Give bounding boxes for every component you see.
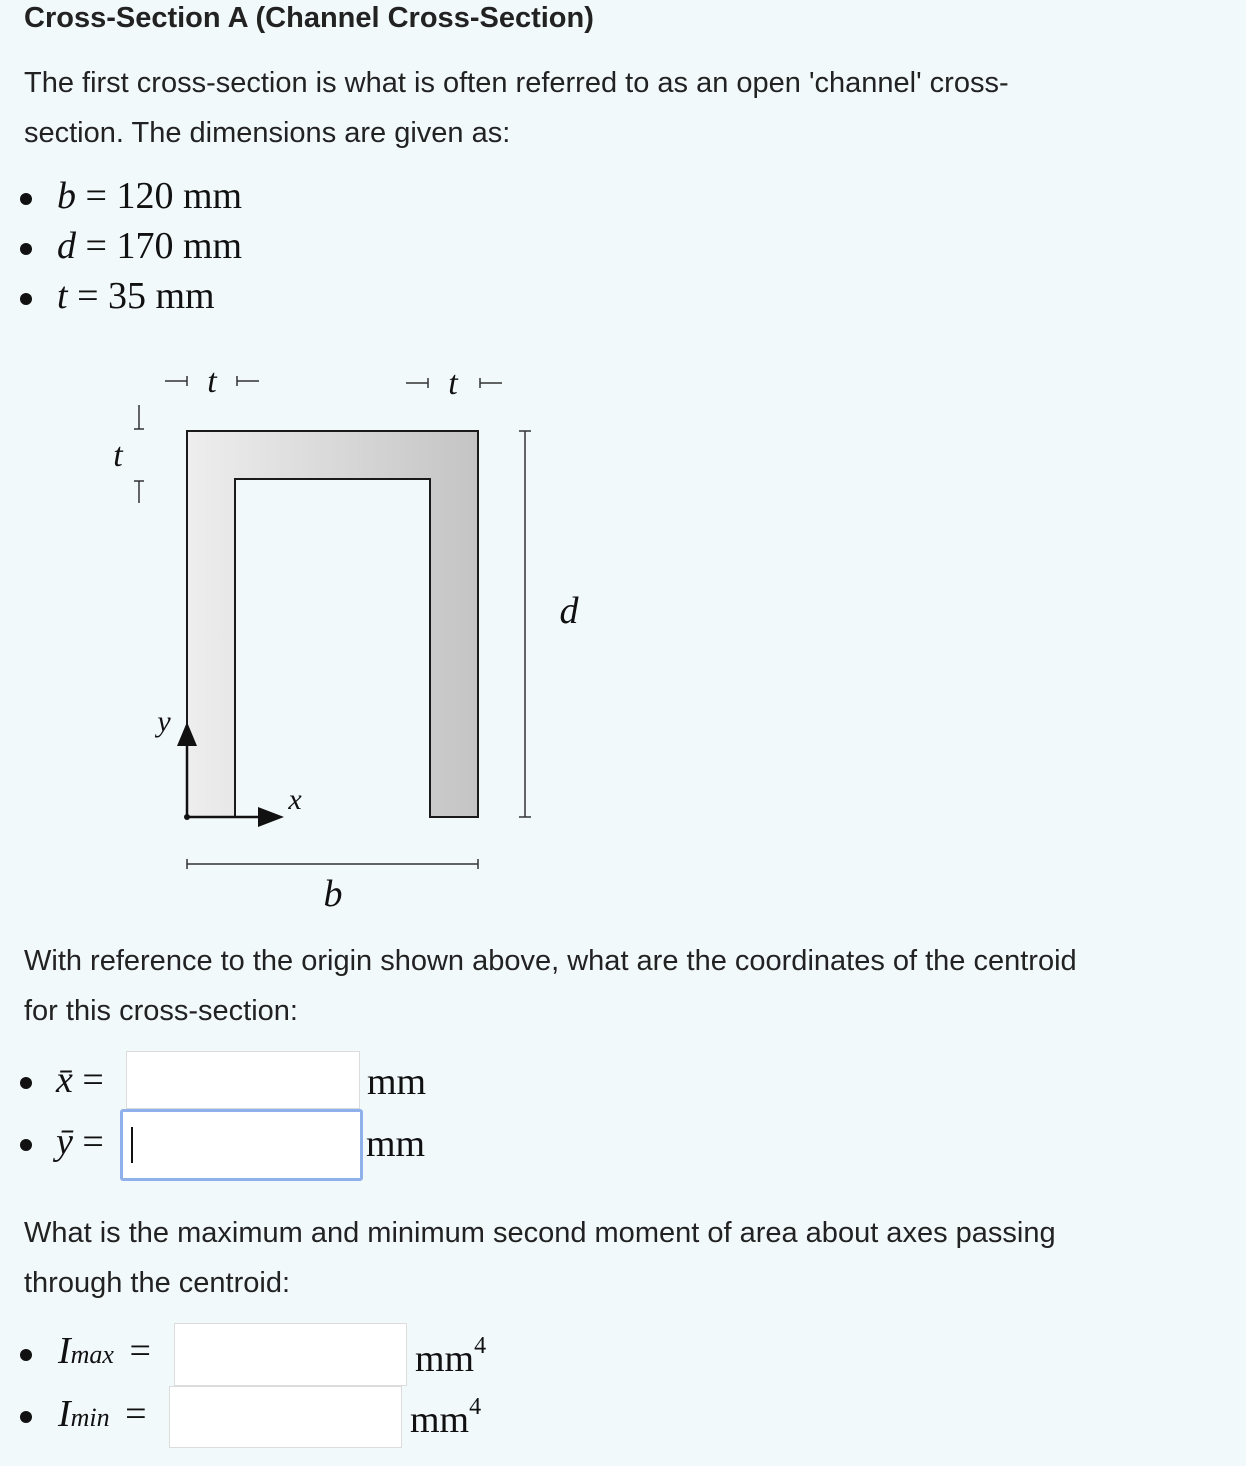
list-bullet [20, 193, 32, 205]
imin-subscript: min [70, 1403, 110, 1432]
unit-text: mm [415, 1338, 475, 1380]
xbar-unit: mm [367, 1061, 427, 1103]
ybar-input[interactable] [120, 1109, 363, 1181]
imax-unit [415, 1333, 486, 1381]
label-t-top-right: t [448, 365, 458, 402]
intro-line-1: The first cross-section is what is often referred to as an open 'channel' cross- [24, 67, 1009, 99]
imax-symbol: I [58, 1330, 71, 1372]
label-t-top-left: t [207, 363, 217, 400]
equals-sign: = [85, 175, 107, 217]
centroid-question-line-2: for this cross-section: [24, 995, 298, 1027]
ybar-symbol: ȳ [56, 1121, 73, 1163]
centroid-question-line-1: With reference to the origin shown above, what are the coordinates of the centroid [24, 945, 1077, 977]
label-y-axis: y [157, 705, 171, 738]
dimension-b [57, 174, 242, 218]
imax-label [58, 1329, 151, 1373]
dimension-symbol: b [57, 175, 76, 217]
dimension-value: 35 mm [108, 275, 215, 317]
channel-shape [187, 431, 478, 817]
equals-sign: = [77, 275, 99, 317]
ybar-label [56, 1120, 104, 1164]
equals-sign: = [82, 1059, 104, 1101]
ybar-unit: mm [366, 1123, 426, 1165]
imax-input[interactable] [174, 1323, 407, 1386]
dimension-value: 120 mm [116, 175, 243, 217]
dimension-line-b [187, 859, 478, 869]
xbar-symbol: x̄ [56, 1059, 73, 1101]
dimension-symbol: d [57, 225, 76, 267]
equals-sign: = [125, 1393, 147, 1435]
label-x-axis: x [288, 783, 302, 816]
imax-subscript: max [70, 1340, 114, 1369]
dimension-value: 170 mm [116, 225, 243, 267]
unit-exponent: 4 [469, 1394, 482, 1420]
xbar-label [56, 1058, 104, 1102]
dimension-marker-t-side [134, 405, 144, 503]
label-d: d [559, 590, 579, 632]
unit-text: mm [410, 1399, 470, 1441]
list-bullet [20, 293, 32, 305]
dimension-t [57, 274, 215, 318]
list-bullet [20, 243, 32, 255]
dimension-symbol: t [57, 275, 68, 317]
equals-sign: = [129, 1330, 151, 1372]
moment-question-line-1: What is the maximum and minimum second moment of area about axes passing [24, 1217, 1056, 1249]
imin-label [58, 1392, 147, 1436]
moment-question-line-2: through the centroid: [24, 1267, 291, 1299]
imin-symbol: I [58, 1393, 71, 1435]
label-b: b [323, 873, 343, 915]
equals-sign: = [82, 1121, 104, 1163]
unit-exponent: 4 [474, 1333, 487, 1359]
text-cursor [131, 1127, 133, 1163]
intro-line-2: section. The dimensions are given as: [24, 117, 511, 149]
list-bullet [20, 1349, 32, 1361]
dimension-line-d [519, 431, 531, 817]
list-bullet [20, 1411, 32, 1423]
page-title: Cross-Section A (Channel Cross-Section) [24, 2, 594, 34]
label-t-side: t [113, 437, 123, 474]
list-bullet [20, 1139, 32, 1151]
equals-sign: = [85, 225, 107, 267]
xbar-input[interactable] [126, 1051, 360, 1109]
imin-input[interactable] [169, 1386, 402, 1448]
channel-cross-section-diagram [0, 340, 700, 920]
dimension-d [57, 224, 242, 268]
list-bullet [20, 1077, 32, 1089]
imin-unit [410, 1394, 481, 1442]
